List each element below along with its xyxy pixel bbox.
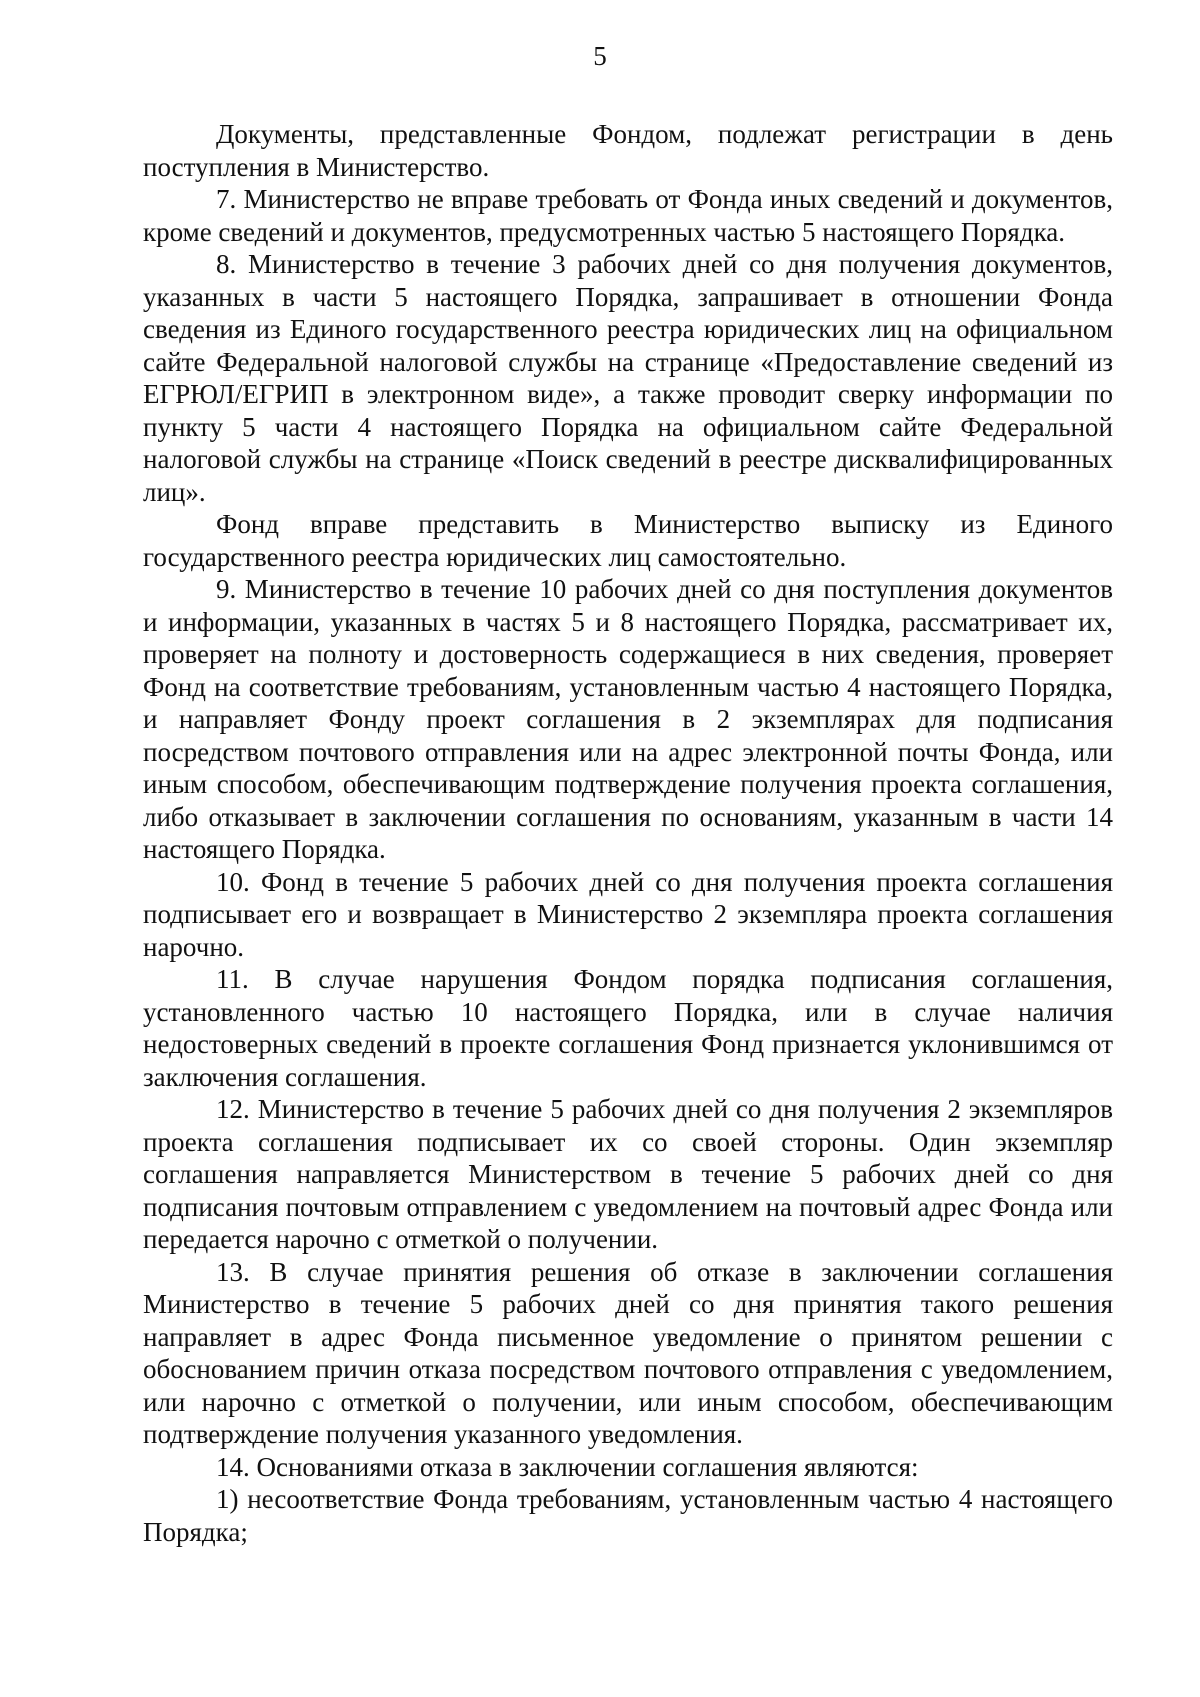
paragraph-13: 13. В случае принятия решения об отказе в заключении соглашения Министерство в течение 5 рабочих дней со дня принятия такого решения направляет в адрес Фонда письменное уведомление о принятом решении с обоснованием причин отказа посредством почтового отправления с уведомлением, или нарочно с отметкой о получении, или иным способом, обеспечивающим подтверждение получения указанного уведомления. bbox=[143, 1256, 1113, 1449]
page-number: 5 bbox=[593, 41, 607, 71]
paragraph-fund-extract: Фонд вправе представить в Министерство выписку из Единого государственного реестра юридических лиц самостоятельно. bbox=[143, 509, 1113, 572]
paragraph-registration: Документы, представленные Фондом, подлежат регистрации в день поступления в Министерство. bbox=[143, 119, 1113, 182]
paragraph-14-item-1: 1) несоответствие Фонда требованиям, установленным частью 4 настоящего Порядка; bbox=[143, 1484, 1113, 1547]
document-body bbox=[143, 118, 1113, 1548]
paragraph-10: 10. Фонд в течение 5 рабочих дней со дня получения проекта соглашения подписывает его и возвращает в Министерство 2 экземпляра проекта соглашения нарочно. bbox=[143, 866, 1113, 962]
paragraph-11: 11. В случае нарушения Фондом порядка подписания соглашения, установленного частью 10 настоящего Порядка, или в случае наличия недостоверных сведений в проекте соглашения Фонд признается уклонившимся от заключения соглашения. bbox=[143, 964, 1113, 1092]
paragraph-8: 8. Министерство в течение 3 рабочих дней со дня получения документов, указанных в части 5 настоящего Порядка, запрашивает в отношении Фонда сведения из Единого государственного реестра юридических лиц на официальном сайте Федеральной налоговой службы на странице «Предоставление сведений из ЕГРЮЛ/ЕГРИП в электронном виде», а также проводит сверку информации по пункту 5 части 4 настоящего Порядка на официальном сайте Федеральной налоговой службы на странице «Поиск сведений в реестре дисквалифицированных лиц». bbox=[143, 249, 1113, 507]
paragraph-14: 14. Основаниями отказа в заключении соглашения являются: bbox=[216, 1451, 919, 1482]
paragraph-9: 9. Министерство в течение 10 рабочих дней со дня поступления документов и информации, указанных в частях 5 и 8 настоящего Порядка, рассматривает их, проверяет на полноту и достоверность содержащиеся в них сведения, проверяет Фонд на соответствие требованиям, установленным частью 4 настоящего Порядка, и направляет Фонду проект соглашения в 2 экземплярах для подписания посредством почтового отправления или на адрес электронной почты Фонда, или иным способом, обеспечивающим подтверждение получения проекта соглашения, либо отказывает в заключении соглашения по основаниям, указанным в части 14 настоящего Порядка. bbox=[143, 574, 1113, 864]
paragraph-12: 12. Министерство в течение 5 рабочих дней со дня получения 2 экземпляров проекта соглашения подписывает их со своей стороны. Один экземпляр соглашения направляется Министерством в течение 5 рабочих дней со дня подписания почтовым отправлением с уведомлением на почтовый адрес Фонда или передается нарочно с отметкой о получении. bbox=[143, 1094, 1113, 1254]
paragraph-7: 7. Министерство не вправе требовать от Фонда иных сведений и документов, кроме сведений и документов, предусмотренных частью 5 настоящего Порядка. bbox=[143, 184, 1113, 247]
